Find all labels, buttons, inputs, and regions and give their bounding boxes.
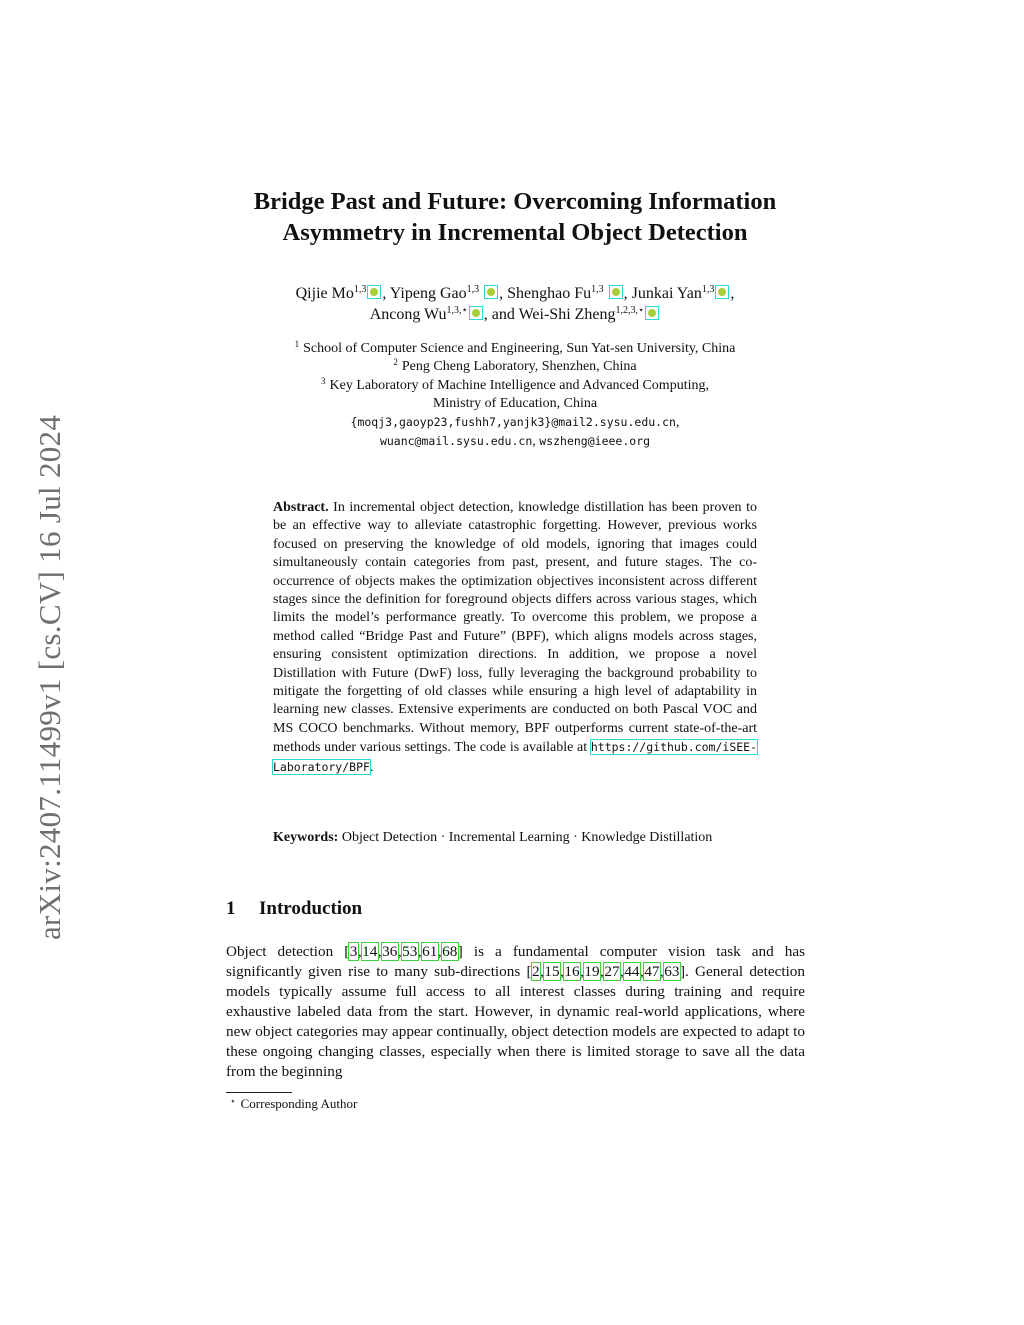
author-affiliation-marks: 1,3 <box>466 284 480 295</box>
author-line-1: Qijie Mo$^{1,3}$ , Yipeng Gao$^{1,3}$ , Shenghao Fu$^{1,3}$ , Junkai Yan$^{1,3}$ , <box>295 284 735 302</box>
keywords <box>273 829 757 847</box>
citation-link[interactable]: 19 <box>584 963 600 980</box>
affiliation-list <box>200 340 830 452</box>
code-link[interactable]: https://github.com/iSEE-Laboratory/BPF <box>273 740 758 774</box>
citation-link[interactable]: 14 <box>362 943 378 960</box>
intro-text: . General detection models typically assume full access to all interest classes during training and require exhaustive labeled data from the start. However, in dynamic real-world applications, where new object categories may appear continually, object detection models are expected to adapt to these ongoing changing classes, especially when there is limited storage to save all the data from the beginning <box>226 963 805 1080</box>
citation-link[interactable]: 16 <box>564 963 580 980</box>
author-name: Junkai Yan <box>631 285 702 302</box>
author-connector: and <box>491 306 515 323</box>
paper-title <box>200 186 830 248</box>
abstract-text: In incremental object detection, knowledge distillation has been proven to be an effective way to alleviate catastrophic forgetting. However, previous works focused on preserving the knowledge of old models, ignoring that images could simultaneously contain categories from past, present, and future stages. The co-occurrence of objects makes the optimization objectives inconsistent across different stages since the definition for foreground objects differs across various stages, which limits the model’s performance greatly. To overcome this problem, we propose a method called “Bridge Past and Future” (BPF), which aligns models across stages, ensuring consistent optimization directions. In addition, we propose a novel Distillation with Future (DwF) loss, fully leveraging the background probability to mitigate the forgetting of old classes while ensuring a high level of adaptability in learning new classes. Extensive experiments are conducted on both Pascal VOC and MS COCO benchmarks. Without memory, BPF outperforms current state-of-the-art methods under various settings. The code is available at <box>273 500 757 756</box>
author-affiliation-marks: 1,2,3,⋆ <box>615 305 645 316</box>
section-title: Introduction <box>259 898 363 919</box>
author-affiliation-marks: 1,3 <box>591 284 604 295</box>
citation-link[interactable]: 47 <box>644 963 660 980</box>
affiliation-text: Peng Cheng Laboratory, Shenzhen, China <box>401 359 637 375</box>
email-line-1: {moqj3,gaoyp23,fushh7,yanjk3}@mail2.sysu.edu.cn, <box>350 415 680 431</box>
intro-text: Object detection <box>226 943 334 960</box>
author-email: wuanc@mail.sysu.edu.cn <box>379 434 533 449</box>
author-emails: {moqj3,gaoyp23,fushh7,yanjk3}@mail2.sysu.edu.cn <box>350 415 676 430</box>
section-heading <box>226 898 362 920</box>
title-line-1: Bridge Past and Future: Overcoming Information <box>253 188 777 215</box>
citation-link[interactable]: 36 <box>382 943 398 960</box>
footnote-mark: ⋆ <box>230 1096 236 1106</box>
orcid-icon[interactable] <box>367 285 381 299</box>
author-list <box>200 283 830 325</box>
author-name: Qijie Mo <box>295 285 354 302</box>
arxiv-identifier-stamp: arXiv:2407.11499v1 [cs.CV] 16 Jul 2024 <box>32 414 67 940</box>
citation-link[interactable]: 44 <box>624 963 640 980</box>
citation-link[interactable]: 53 <box>402 943 418 960</box>
affiliation-number: 1 <box>294 339 300 349</box>
keywords-label: Keywords: <box>273 830 339 845</box>
author-affiliation-marks: 1,3 <box>353 284 367 295</box>
affiliation-text: Key Laboratory of Machine Intelligence and Advanced Computing, <box>329 377 709 393</box>
email-line-2: wuanc@mail.sysu.edu.cn, wszheng@ieee.org <box>379 434 651 450</box>
author-name: Yipeng Gao <box>389 285 467 302</box>
author-name: Ancong Wu <box>369 306 447 323</box>
citation-link[interactable]: 63 <box>664 963 680 980</box>
citation-link[interactable]: 15 <box>544 963 560 980</box>
citation-link[interactable]: 27 <box>604 963 620 980</box>
affiliation-3 <box>200 377 830 395</box>
author-name: Wei-Shi Zheng <box>518 306 616 323</box>
citation-link[interactable]: 2 <box>532 963 540 980</box>
affiliation-3-continued: Ministry of Education, China <box>432 395 598 411</box>
author-name: Shenghao Fu <box>507 285 592 302</box>
orcid-icon[interactable] <box>484 285 498 299</box>
citation-link[interactable]: 68 <box>442 943 458 960</box>
orcid-icon[interactable] <box>469 306 483 320</box>
citation-link[interactable]: 61 <box>422 943 438 960</box>
affiliation-text: School of Computer Science and Engineering, Sun Yat-sen University, China <box>303 341 736 356</box>
abstract-end: . <box>369 759 374 775</box>
introduction-paragraph: Object detection [3,14,36,53,61,68] is a fundamental computer vision task and has significantly given rise to many sub-directions [2,15,16,19,27,44,47,63]. General detection models typically assume full access to all interest classes during training and require exhaustive labeled data from the start. However, in dynamic real-world applications, where new object categories may appear continually, object detection models are expected to adapt to these ongoing changing classes, especially when there is limited storage to save all the data from the beginning <box>226 943 805 1080</box>
citation-link[interactable]: 3 <box>349 943 358 960</box>
footnote-text: Corresponding Author <box>240 1096 358 1111</box>
author-affiliation-marks: 1,3 <box>701 284 715 295</box>
author-email: wszheng@ieee.org <box>539 434 651 449</box>
abstract-label: Abstract. <box>273 500 329 515</box>
footnote-divider <box>226 1092 292 1093</box>
title-line-2: Asymmetry in Incremental Object Detection <box>282 219 748 246</box>
orcid-icon[interactable] <box>645 306 659 320</box>
orcid-icon[interactable] <box>609 285 623 299</box>
orcid-icon[interactable] <box>715 285 729 299</box>
author-line-2: Ancong $Wu^{1,3,⋆}$ , and Wei-Shi Zheng$^{1,2,3,⋆}$ <box>200 304 830 325</box>
affiliation-number: 2 <box>393 357 398 368</box>
intro-text: is a fundamental computer vision task and has significantly given rise to many sub-directions <box>226 943 805 980</box>
footnote <box>230 1096 357 1112</box>
affiliation-2 <box>200 358 830 376</box>
keywords-text: Object Detection · Incremental Learning · Knowledge Distillation <box>341 830 713 845</box>
abstract <box>273 499 757 777</box>
author-affiliation-marks: 1,3,⋆ <box>446 305 468 316</box>
affiliation-1 <box>200 340 830 358</box>
section-number: 1 <box>226 898 236 919</box>
affiliation-number: 3 <box>321 375 326 386</box>
